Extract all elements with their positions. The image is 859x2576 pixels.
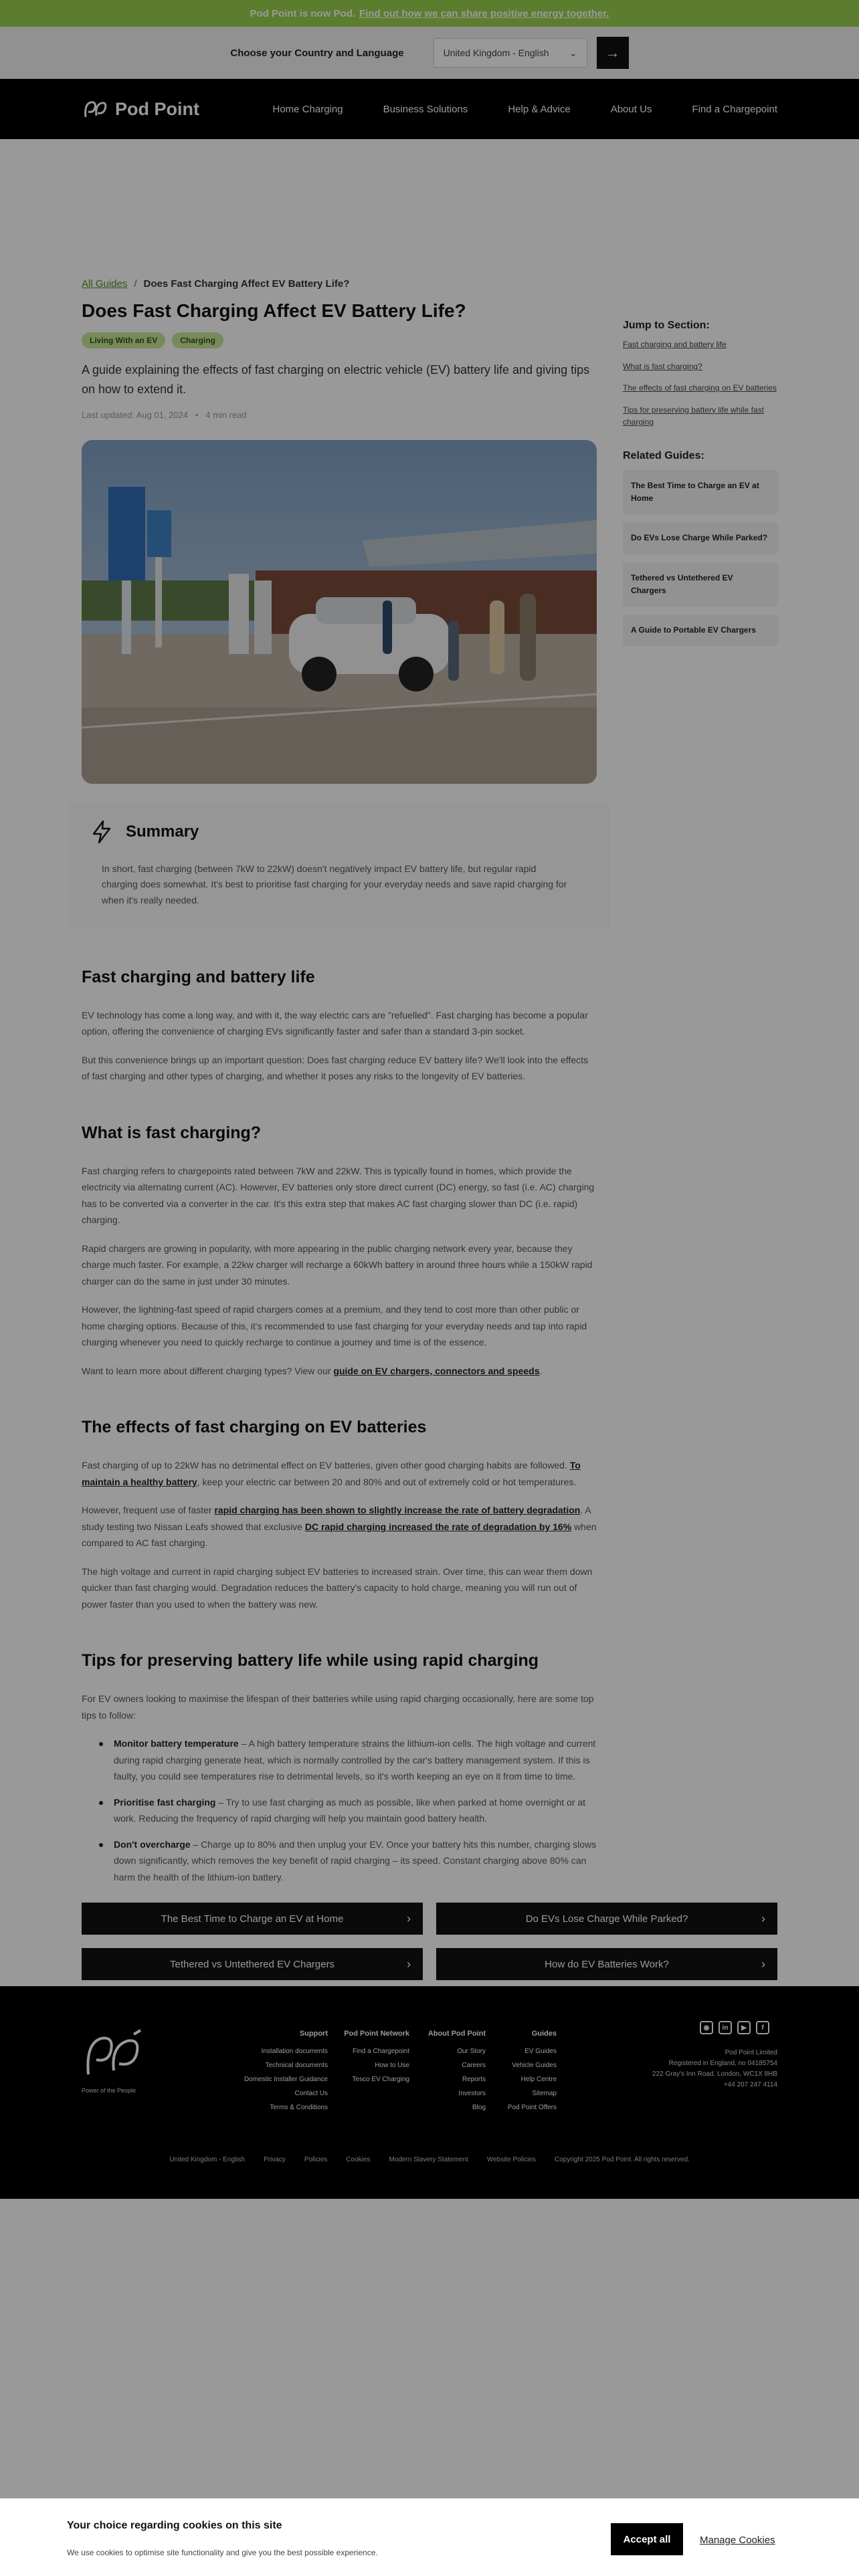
paragraph: But this convenience brings up an important question: Does fast charging reduce EV battery life? We'll look into the effects of fast charging and other types of charging, and whether it poses any risks to the longevity of EV batteries. bbox=[82, 1054, 589, 1082]
footer-col-about bbox=[415, 2026, 486, 2115]
section-effects-fast-charging: The effects of fast charging on EV batteries bbox=[82, 1418, 427, 1437]
chevron-right-icon: › bbox=[761, 1957, 765, 1971]
footer-col-title: Support bbox=[299, 2030, 328, 2038]
footer-link[interactable]: Careers bbox=[462, 2062, 486, 2070]
footer-link[interactable]: Help Centre bbox=[520, 2076, 557, 2084]
footer-link[interactable]: Reports bbox=[462, 2076, 486, 2084]
page-title: Does Fast Charging Affect EV Battery Life? bbox=[82, 300, 466, 321]
paragraph: For EV owners looking to maximise the lifespan of their batteries while using rapid charging occasionally, here are some top tips to follow: bbox=[82, 1693, 594, 1721]
related-title: Related Guides: bbox=[623, 449, 704, 461]
footer-col-title: About Pod Point bbox=[427, 2030, 486, 2038]
read-time: 4 min read bbox=[205, 409, 247, 420]
breadcrumb bbox=[82, 278, 597, 290]
related-card-grid bbox=[82, 1903, 777, 1980]
breadcrumb-current: Does Fast Charging Affect EV Battery Life? bbox=[143, 278, 350, 290]
tip-text: – Charge up to 80% and then unplug your EV. Once your battery hits this number, charging slows down significantly, which removes the key benefit of rapid charging – its speed. Constant charging above 80% can harm the health of the lithium-ion battery. bbox=[114, 1838, 597, 1883]
link-healthy-battery[interactable]: To maintain a healthy battery bbox=[82, 1460, 581, 1487]
text-span: . A study testing two Nissan Leafs showed that exclusive bbox=[82, 1505, 591, 1532]
nav-home-charging[interactable]: Home Charging bbox=[272, 103, 343, 115]
social-links bbox=[700, 2021, 769, 2034]
card-label: Tethered vs Untethered EV Chargers bbox=[170, 1958, 335, 1970]
paragraph: Want to learn more about different charging types? View our guide on EV chargers, connectors and speeds. bbox=[82, 1365, 543, 1376]
country-go-button[interactable] bbox=[597, 37, 629, 69]
summary-title: Summary bbox=[126, 822, 199, 841]
paragraph bbox=[82, 1457, 597, 1490]
sidebar bbox=[623, 320, 778, 654]
paragraph: The high voltage and current in rapid charging subject EV batteries to increased strain. Over time, this can wear them down quicker than fast charging would. Degradation reduces the battery's capacity to hold charge, meaning you will run out of power faster than you used to when the battery was new. bbox=[82, 1566, 593, 1610]
related-guide-best-time[interactable]: The Best Time to Charge an EV at Home bbox=[623, 470, 778, 514]
footer-copyright: Copyright 2025 Pod Point. All rights reserved. bbox=[555, 2156, 690, 2163]
section-tips-preserving-battery: Tips for preserving battery life while using rapid charging bbox=[82, 1651, 539, 1671]
footer-link-privacy[interactable]: Privacy bbox=[264, 2156, 286, 2163]
footer-link[interactable]: Vehicle Guides bbox=[512, 2062, 557, 2070]
tips-list bbox=[82, 1735, 597, 1885]
footer-link[interactable]: Blog bbox=[472, 2104, 486, 2112]
text-span: Want to learn more about different charging types? View our bbox=[82, 1365, 331, 1376]
link-ev-chargers-guide[interactable]: guide on EV chargers, connectors and speeds bbox=[333, 1365, 540, 1376]
related-card-best-time[interactable] bbox=[82, 1903, 423, 1935]
jump-link-what-is[interactable]: What is fast charging? bbox=[623, 361, 702, 371]
last-updated: Last updated: Aug 01, 2024 bbox=[82, 409, 189, 420]
chevron-down-icon: ⌄ bbox=[569, 47, 577, 58]
footer-col-guides bbox=[488, 2026, 557, 2115]
footer-link[interactable]: Sitemap bbox=[532, 2090, 557, 2098]
lightning-icon bbox=[91, 820, 112, 844]
facebook-icon[interactable]: f bbox=[756, 2021, 769, 2034]
brand-logo[interactable] bbox=[82, 97, 199, 121]
footer-link[interactable]: Terms & Conditions bbox=[270, 2104, 328, 2112]
tip-text: – A high battery temperature strains the lithium-ion cells. The high voltage and current during rapid charging generate heat, which is normally controlled by the car's battery management system. If this is faulty, you could see temperatures rise to detrimental levels, so it's worth keeping an eye on it from time to time. bbox=[114, 1738, 596, 1782]
footer-col-title: Pod Point Network bbox=[344, 2030, 409, 2038]
country-selected-value: United Kingdom - English bbox=[443, 47, 549, 58]
breadcrumb-all-guides[interactable]: All Guides bbox=[82, 278, 128, 290]
nav-help-advice[interactable]: Help & Advice bbox=[508, 103, 571, 115]
list-item bbox=[99, 1735, 597, 1785]
summary-text: In short, fast charging (between 7kW to 22kW) doesn't negatively impact EV battery life, but regular rapid charging does somewhat. It's best to prioritise fast charging for your everyday needs and save rapid charging for when it's really needed. bbox=[102, 863, 567, 906]
meta-dot: • bbox=[190, 409, 203, 420]
tip-title: Don't overcharge bbox=[114, 1838, 191, 1850]
section-fast-charging-battery-life: Fast charging and battery life bbox=[82, 967, 315, 986]
promo-text: Pod Point is now Pod. bbox=[250, 7, 356, 19]
paragraph bbox=[82, 1502, 597, 1551]
footer-col-network bbox=[335, 2026, 409, 2086]
link-rapid-degradation[interactable]: rapid charging has been shown to slightly increase the rate of battery degradation bbox=[214, 1505, 581, 1516]
promo-link[interactable]: Find out how we can share positive energy together. bbox=[359, 7, 609, 19]
footer-col-title: Guides bbox=[531, 2030, 557, 2038]
country-select[interactable] bbox=[434, 38, 587, 68]
footer-link-modern-slavery[interactable]: Modern Slavery Statement bbox=[389, 2156, 468, 2163]
instagram-icon[interactable]: ◉ bbox=[700, 2021, 713, 2034]
cookie-title: Your choice regarding cookies on this site bbox=[67, 2520, 282, 2531]
company-address bbox=[652, 2048, 777, 2090]
pod-logo-icon bbox=[82, 97, 108, 121]
jump-link-effects[interactable]: The effects of fast charging on EV batteries bbox=[623, 383, 777, 393]
jump-title: Jump to Section: bbox=[623, 320, 710, 331]
link-dc-degradation-study[interactable]: DC rapid charging increased the rate of degradation by 16% bbox=[304, 1521, 572, 1532]
nav-find-chargepoint[interactable]: Find a Chargepoint bbox=[692, 103, 777, 115]
pod-logo-icon bbox=[82, 2028, 146, 2081]
chevron-right-icon: › bbox=[761, 1912, 765, 1926]
tag-charging[interactable]: Charging bbox=[172, 332, 223, 348]
jump-link-fast-charging[interactable]: Fast charging and battery life bbox=[623, 340, 727, 349]
footer-link[interactable]: Domestic Installer Guidance bbox=[244, 2076, 328, 2084]
country-bar bbox=[0, 27, 859, 79]
footer-link[interactable]: Investors bbox=[458, 2090, 486, 2098]
related-guide-tethered[interactable]: Tethered vs Untethered EV Chargers bbox=[623, 562, 778, 607]
paragraph: Fast charging refers to chargepoints rated between 7kW and 22kW. This is typically found in homes, which provide the electricity via alternating current (AC). However, EV batteries only store direct current (DC) energy, so fast (i.e. AC) charging has to be converted via a converter in the car. It's this extra step that makes AC fast charging slower than DC (i.e. rapid) charging. bbox=[82, 1165, 595, 1226]
text-span: when compared to AC fast charging. bbox=[82, 1521, 597, 1549]
paragraph: However, the lightning-fast speed of rapid chargers comes at a premium, and they tend to cost more than other public or home charging options. Because of this, it's recommended to use fast charging for your everyday needs and tap into rapid charging whenever you need to quickly recharge to continue a journey and time is of the essence. bbox=[82, 1304, 587, 1348]
footer-link-policies[interactable]: Policies bbox=[304, 2156, 328, 2163]
accept-all-button[interactable]: Accept all bbox=[611, 2523, 683, 2555]
article-meta bbox=[82, 410, 597, 420]
cookie-banner bbox=[0, 2498, 859, 2576]
country-label: Choose your Country and Language bbox=[230, 47, 404, 59]
footer-link[interactable]: Technical documents bbox=[265, 2062, 328, 2070]
address-line: Registered in England, no 04185754 bbox=[668, 2060, 777, 2067]
chevron-right-icon: › bbox=[407, 1912, 411, 1926]
tag-living-with-ev[interactable]: Living With an EV bbox=[82, 332, 165, 348]
footer-logo[interactable] bbox=[82, 2028, 146, 2094]
nav-business-solutions[interactable]: Business Solutions bbox=[383, 103, 468, 115]
chevron-right-icon: › bbox=[407, 1957, 411, 1971]
footer-link[interactable]: EV Guides bbox=[524, 2048, 557, 2056]
footer bbox=[0, 1986, 859, 2199]
card-label: The Best Time to Charge an EV at Home bbox=[161, 1913, 344, 1925]
related-card-lose-charge[interactable] bbox=[436, 1903, 777, 1935]
breadcrumb-separator: / bbox=[134, 278, 137, 290]
related-guide-lose-charge[interactable]: Do EVs Lose Charge While Parked? bbox=[623, 522, 778, 554]
footer-bottom-links bbox=[0, 2156, 859, 2163]
footer-tagline: Power of the People bbox=[82, 2087, 136, 2094]
cookie-description: We use cookies to optimise site functionality and give you the best possible experience. bbox=[67, 2548, 378, 2557]
footer-link[interactable]: Our Story bbox=[457, 2048, 486, 2056]
nav-about-us[interactable]: About Us bbox=[610, 103, 652, 115]
main-nav bbox=[0, 79, 859, 139]
jump-link-tips[interactable]: Tips for preserving battery life while fast charging bbox=[623, 405, 764, 427]
footer-link[interactable]: How to Use bbox=[375, 2062, 409, 2070]
arrow-right-icon: → bbox=[605, 44, 620, 61]
related-guide-portable[interactable]: A Guide to Portable EV Chargers bbox=[623, 615, 778, 646]
footer-locale[interactable]: United Kingdom - English bbox=[169, 2156, 246, 2163]
related-card-tethered[interactable] bbox=[82, 1948, 423, 1980]
text-span: Fast charging of up to 22kW has no detrimental effect on EV batteries, given other good charging habits are followed. bbox=[82, 1460, 567, 1471]
address-line: +44 207 247 4114 bbox=[723, 2081, 777, 2088]
section-what-is-fast-charging: What is fast charging? bbox=[82, 1123, 262, 1142]
summary-header bbox=[91, 820, 590, 844]
footer-link[interactable]: Pod Point Offers bbox=[507, 2104, 557, 2112]
brand-name: Pod Point bbox=[115, 98, 199, 119]
footer-link[interactable]: Find a Chargepoint bbox=[352, 2048, 409, 2056]
footer-link[interactable]: Contact Us bbox=[294, 2090, 328, 2098]
card-label: Do EVs Lose Charge While Parked? bbox=[525, 1913, 688, 1925]
footer-link-website-policies[interactable]: Website Policies bbox=[486, 2156, 537, 2163]
promo-banner bbox=[0, 0, 859, 27]
text-span: However, frequent use of faster bbox=[82, 1505, 212, 1516]
tip-text: – Try to use fast charging as much as possible, like when parked at home overnight or at work. Reducing the frequency of rapid charging will help you maintain good battery health. bbox=[114, 1796, 585, 1824]
card-label: How do EV Batteries Work? bbox=[545, 1958, 669, 1970]
manage-cookies-link[interactable]: Manage Cookies bbox=[700, 2535, 775, 2546]
footer-link[interactable]: Installation documents bbox=[261, 2048, 328, 2056]
youtube-icon[interactable]: ▶ bbox=[737, 2021, 751, 2034]
article-lead: A guide explaining the effects of fast charging on electric vehicle (EV) battery life and giving tips on how to extend it. bbox=[82, 363, 590, 396]
summary-box bbox=[68, 802, 610, 929]
footer-col-support bbox=[227, 2026, 328, 2115]
list-item bbox=[99, 1794, 597, 1827]
text-span: , keep your electric car between 20 and 80% and out of extremely cold or hot temperatures. bbox=[197, 1476, 577, 1487]
hero-image bbox=[82, 440, 597, 784]
tag-list bbox=[82, 332, 597, 348]
address-line: Pod Point Limited bbox=[725, 2049, 777, 2056]
paragraph: Rapid chargers are growing in popularity, with more appearing in the public charging network every year, because they charge much faster. For example, a 22kw charger will recharge a 60kWh battery in around three hours while a 150kW rapid charger can do the same in just under 30 minutes. bbox=[82, 1243, 593, 1287]
paragraph: EV technology has come a long way, and with it, the way electric cars are "refuelled". Fast charging has become a popular option, offering the convenience of charging EVs significantly faster and safer than a standard 3-pin socket. bbox=[82, 1009, 588, 1037]
linkedin-icon[interactable]: in bbox=[719, 2021, 732, 2034]
tip-title: Monitor battery temperature bbox=[114, 1738, 239, 1749]
nav-links bbox=[273, 104, 778, 115]
tip-title: Prioritise fast charging bbox=[114, 1796, 216, 1808]
footer-link-cookies[interactable]: Cookies bbox=[346, 2156, 371, 2163]
ev-charging-photo bbox=[82, 440, 597, 784]
address-line: 222 Gray's Inn Road, London, WC1X 8HB bbox=[652, 2070, 777, 2078]
footer-link[interactable]: Tesco EV Charging bbox=[352, 2076, 409, 2084]
related-card-batteries-work[interactable] bbox=[436, 1948, 777, 1980]
list-item bbox=[99, 1836, 597, 1886]
